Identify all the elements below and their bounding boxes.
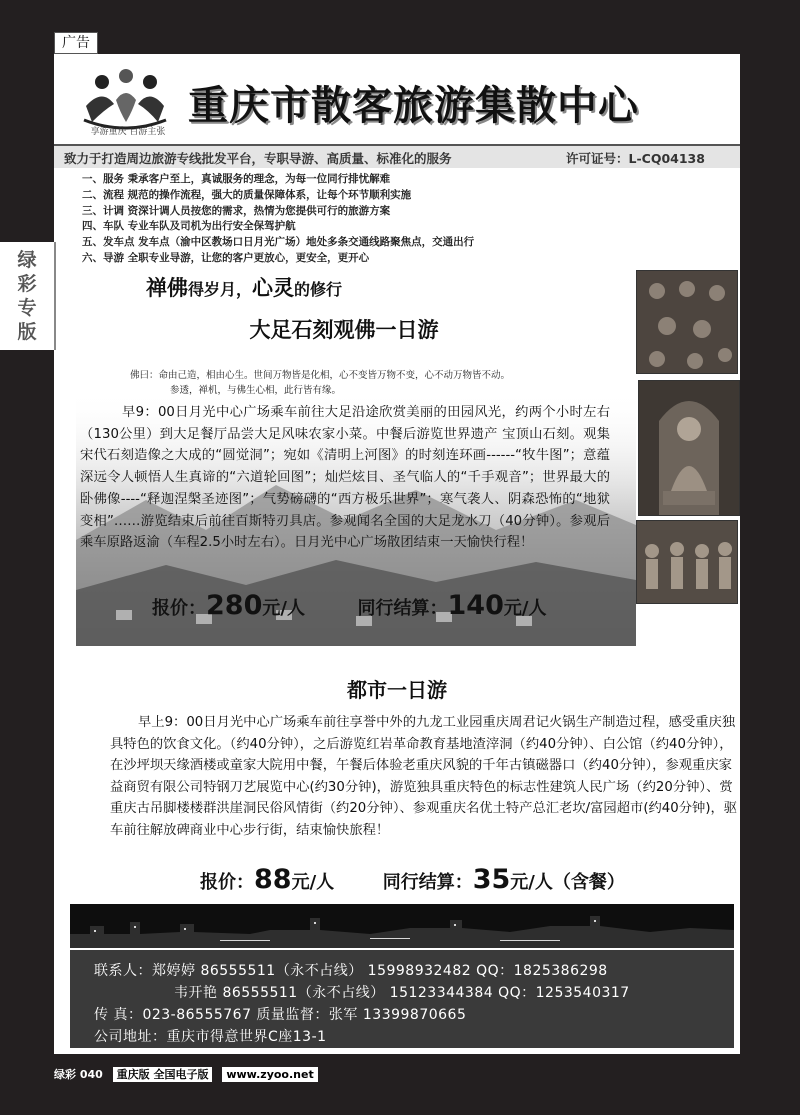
feature-item: 一、服务 秉承客户至上，真诚服务的理念，为每一位同行排忧解难 bbox=[82, 173, 391, 185]
city-night-skyline-image bbox=[70, 904, 734, 948]
feature-item: 四、车队 专业车队及司机为出行安全保驾护航 bbox=[82, 220, 296, 233]
tour1-title: 大足石刻观佛一日游 bbox=[249, 318, 439, 342]
carved-figures-photo bbox=[636, 520, 738, 604]
tour1-itinerary: 早9：00日月光中心广场乘车前往大足沿途欣赏美丽的田园风光，约两个小时左右（130公里）到大足餐厅品尝大足风味农家小菜。中餐后游览世界遗产 宝顶山石刻。观集宋代石刻造像之大成的“圆觉洞”；宛如《清明上河图》的时刻连环画------“牧牛图”；意蕴深远令人顿悟人生真谛的“六道轮回图”；灿烂炫目、圣气临人的“千手观音”；世界最大的卧佛像----“释迦涅槃圣迹图”；气势磅礴的“西方极乐世界”；寒气袭人、阴森恐怖的“地狱变相”……游览结束后前往百斯特刃具店。参观闻名全国的大足龙水刀（40分钟）。参观后乘车原路返渝（车程2.5小时左右）。日月光中心广场散团结束一天愉快行程！ bbox=[80, 405, 610, 551]
price-unit: 元/人 bbox=[291, 872, 335, 893]
feature-item: 三、计调 资深计调人员按您的需求，热情为您提供可行的旅游方案 bbox=[82, 204, 391, 217]
agency-title: 重庆市散客旅游集散中心 bbox=[188, 82, 639, 129]
contact-line: 韦开艳 86555511（永不占线） 15123344384 QQ：1253540317 bbox=[174, 985, 630, 1001]
quote-line: 佛曰：命由己造，相由心生。世间万物皆是化相，心不变皆万物不变，心不动万物皆不动。 bbox=[130, 370, 511, 381]
side-tab bbox=[0, 242, 56, 350]
ad-label: 广告 bbox=[54, 32, 98, 54]
tour1-headline bbox=[146, 272, 342, 302]
side-tab-label: 绿彩专版 bbox=[17, 249, 37, 343]
peer-price-label: 同行结算： bbox=[382, 872, 473, 893]
headline-part: 得岁月， bbox=[188, 280, 253, 299]
slogan: 致力于打造周边旅游专线批发平台，专职导游、高质量、标准化的服务 bbox=[64, 151, 452, 166]
price-label: 报价： bbox=[152, 598, 206, 619]
contact-box bbox=[70, 950, 734, 1048]
edition-label: 重庆版 全国电子版 bbox=[113, 1067, 213, 1082]
contact-line: 联系人：郑婷婷 86555511（永不占线） 15998932482 QQ：1825386298 bbox=[94, 963, 608, 979]
feature-item: 五、发车点 发车点（渝中区教场口日月光广场）地处多条交通线路聚焦点，交通出行 bbox=[82, 236, 475, 249]
page-number: 绿彩 040 bbox=[54, 1068, 103, 1081]
footer bbox=[54, 1066, 324, 1082]
peer-price-unit: 元/人 bbox=[503, 598, 547, 619]
license-number: 许可证号：L-CQ04138 bbox=[566, 151, 705, 166]
contact-line: 传 真：023-86555767 质量监督：张军 13399870665 bbox=[94, 1007, 467, 1023]
buddha-statue-photo bbox=[638, 380, 740, 516]
tour2-price bbox=[200, 864, 625, 895]
price-label: 报价： bbox=[200, 872, 254, 893]
peer-price-value: 140 bbox=[447, 590, 504, 621]
price-value: 88 bbox=[254, 864, 292, 895]
contact-line: 公司地址：重庆市得意世界C座13-1 bbox=[94, 1029, 327, 1045]
logo-caption: 享游重庆 自游主张 bbox=[90, 127, 166, 137]
tour1-price bbox=[152, 590, 546, 621]
headline-part: 的修行 bbox=[294, 280, 343, 299]
peer-price-value: 35 bbox=[472, 864, 511, 895]
tour2-title: 都市一日游 bbox=[347, 678, 447, 702]
tour2-itinerary: 早上9：00日月光中心广场乘车前往享誉中外的九龙工业园重庆周君记火锅生产制造过程，感受重庆独具特色的饮食文化。（约40分钟），之后游览红岩革命教育基地渣滓洞（约40分钟）、白公馆（约40分钟），在沙坪坝天缘酒楼或童家大院用中餐，午餐后体验老重庆风貌的千年古镇磁器口（约40分钟），参观重庆家益商贸有限公司特钢刀艺展览中心(约30分钟)，游览独具重庆特色的标志性建筑人民广场（约20分钟）、赏重庆古吊脚楼楼群洪崖洞民俗风情街（约20分钟）、参观重庆名优土特产总汇老坎/富园超市(约40分钟)，驱车前往解放碑商业中心步行街，结束愉快旅程！ bbox=[110, 715, 738, 838]
peer-price-unit: 元/人（含餐） bbox=[510, 872, 625, 893]
headline-part: 禅佛 bbox=[146, 276, 188, 300]
peer-price-label: 同行结算： bbox=[357, 598, 448, 619]
feature-item: 二、流程 规范的操作流程，强大的质量保障体系，让每个环节顺利实施 bbox=[82, 188, 412, 201]
price-value: 280 bbox=[206, 590, 263, 621]
stone-carving-photo bbox=[636, 270, 738, 374]
feature-list bbox=[82, 172, 474, 267]
price-unit: 元/人 bbox=[262, 598, 305, 619]
headline-part: 心灵 bbox=[252, 276, 295, 300]
website-link[interactable]: www.zyoo.net bbox=[222, 1067, 317, 1082]
feature-item: 六、导游 全职专业导游，让您的客户更放心，更安全，更开心 bbox=[82, 251, 370, 264]
